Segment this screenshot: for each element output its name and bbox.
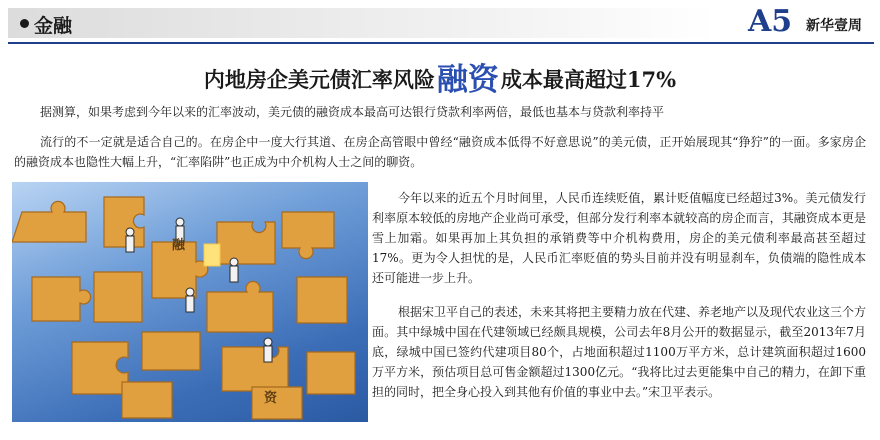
lead-summary: 据测算，如果考虑到今年以来的汇率波动，美元债的融资成本最高可达银行贷款利率两倍，最低也基本与贷款利率持平 bbox=[40, 105, 665, 119]
headline-part1: 内地房企美元债汇率风险 bbox=[203, 67, 435, 92]
publication-name: 新华壹周 bbox=[806, 18, 862, 34]
headline bbox=[0, 54, 880, 99]
article-paragraph-2: 今年以来的近五个月时间里，人民币连续贬值，累计贬值幅度已经超过3%。美元债发行利率原本较低的房地产企业尚可承受，但部分发行利率本就较高的房企而言，其融资成本更是雪上加霜。如果再加上其负担的承销费等中介机构费用，房企的美元债利率最高甚至超过17%。更为令人担忧的是，人民币汇率贬值的势头目前并没有明显刹车，负债端的隐性成本还可能进一步上升。 bbox=[372, 191, 866, 285]
section-title: 金融 bbox=[34, 15, 73, 37]
puzzle-illustration bbox=[12, 182, 368, 422]
section-bullet-icon bbox=[20, 19, 29, 28]
piece-label-zi: 资 bbox=[264, 391, 278, 406]
page-header bbox=[0, 0, 880, 44]
page-number: A5 bbox=[748, 4, 793, 39]
article-paragraph-1: 流行的不一定就是适合自己的。在房企中一度大行其道、在房企高管眼中曾经“融资成本低得不好意思说”的美元债，正开始展现其“狰狞”的一面。多家房企的融资成本也隐性大幅上升，“汇率陷阱”也正成为中介机构人士之间的聊资。 bbox=[14, 135, 866, 169]
header-rule bbox=[8, 42, 874, 44]
article-paragraph-3: 根据宋卫平自己的表述，未来其将把主要精力放在代建、养老地产以及现代农业这三个方面。其中绿城中国在代建领域已经颇具规模，公司去年8月公开的数据显示，截至2013年7月底，绿城中国已签约代建项目80个，占地面积超过1100万平方米，总计建筑面积超过1600万平方米，预估项目总可售金额超过1300亿元。“我将比过去更能集中自己的精力，在卸下重担的同时，把全身心投入到其他有价值的事业中去。”宋卫平表示。 bbox=[372, 305, 867, 399]
section-bar bbox=[8, 8, 716, 38]
article-photo bbox=[12, 182, 368, 422]
headline-part2: 成本最高超过17% bbox=[500, 67, 677, 92]
piece-label-rong: 融 bbox=[172, 238, 186, 253]
headline-emphasis: 融资 bbox=[436, 62, 499, 98]
